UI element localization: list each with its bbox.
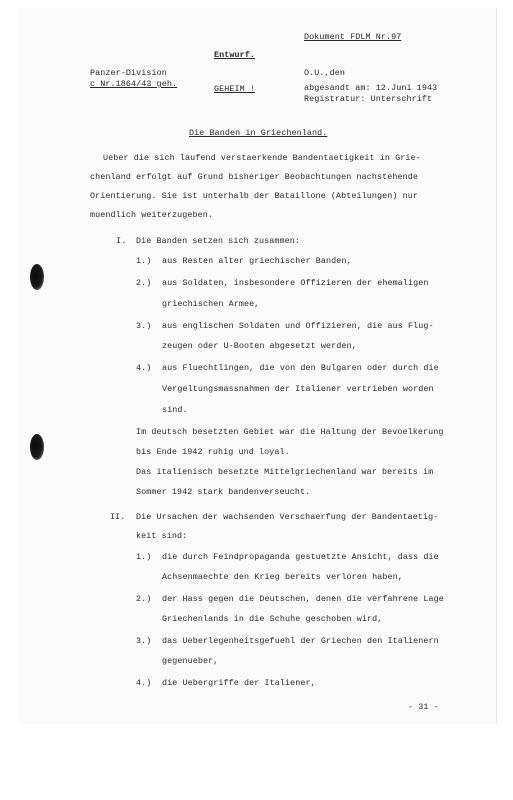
list-item-text: die Uebergriffe der Italiener, [162,678,316,688]
list-item-text: sind. [162,405,188,415]
page-number: - 31 - [408,702,439,712]
list-item-text: Achsenmaechte den Krieg bereits verloren haben, [162,572,403,582]
section-1-paragraph: Im deutsch besetzten Gebiet war die Haltung der Bevoelkerung [136,427,444,437]
list-item-number: 4.) [136,678,152,688]
list-item-number: 1.) [136,256,152,266]
list-item-text: aus Resten alter griechischer Banden, [162,256,352,266]
draft-label: Entwurf. [214,50,256,60]
list-item-text: der Hass gegen die Deutschen, denen die verfahrene Lage [162,594,444,604]
section-2-heading: keit sind: [136,531,188,541]
section-2-heading: Die Ursachen der wachsenden Verschaerfung der Bandentaetig- [136,512,439,522]
intro-line: Orientierung. Sie ist unterhalb der Bataillone (Abteilungen) nur [90,191,419,201]
list-item-text: aus Fluechtlingen, die von den Bulgaren oder durch die [162,363,439,373]
section-1-heading: Die Banden setzen sich zusammen: [136,236,301,246]
intro-line: muendlich weiterzugeben. [90,210,214,220]
list-item-number: 2.) [136,594,152,604]
list-item-text: zeugen oder U-Booten abgesetzt werden, [162,341,357,351]
list-item-text: Griechenlands in die Schuhe geschoben wird, [162,614,383,624]
section-1-paragraph: Das italienisch besetzte Mittelgriechenland war bereits im [136,467,434,477]
section-1-paragraph: bis Ende 1942 ruhig und loyal. [136,447,290,457]
reference-number: c Nr.1864/43 geh. [90,79,178,89]
secret-stamp: GEHEIM ! [214,84,256,94]
section-2-number: II. [110,512,126,522]
intro-line: Ueber die sich laufend verstaerkende Bandentaetigkeit in Grie- [103,153,421,163]
punch-hole-top [30,264,44,290]
section-1-number: I. [116,236,127,246]
sent-date: abgesandt am: 12.Juni 1943 [304,83,438,93]
intro-line: chenland erfolgt auf Grund bisheriger Beobachtungen nachstehende [90,172,419,182]
division-label: Panzer-Division [90,68,167,78]
list-item-text: die durch Feindpropaganda gestuetzte Ansicht, dass die [162,552,439,562]
list-item-text: aus Soldaten, insbesondere Offizieren der ehemaligen [162,278,429,288]
list-item-text: aus englischen Soldaten und Offizieren, die aus Flug- [162,321,434,331]
list-item-text: griechischen Armee, [162,299,260,309]
list-item-text: Vergeltungsmassnahmen der Italiener vertrieben worden [162,384,434,394]
document-page [18,8,497,724]
list-item-number: 4.) [136,363,152,373]
punch-hole-bottom [30,434,44,460]
document-number: Dokument FDLM Nr.97 [304,32,402,42]
list-item-text: das Ueberlegenheitsgefuehl der Griechen den Italienern [162,636,439,646]
list-item-number: 1.) [136,552,152,562]
list-item-number: 3.) [136,321,152,331]
list-item-text: gegenueber, [162,656,219,666]
list-item-number: 3.) [136,636,152,646]
section-1-paragraph: Sommer 1942 stark bandenverseucht. [136,487,311,497]
location-date: O.U.,den [304,68,346,78]
document-title: Die Banden in Griechenland. [189,128,328,138]
list-item-number: 2.) [136,278,152,288]
registry-line: Registratur: Unterschrift [304,94,433,104]
